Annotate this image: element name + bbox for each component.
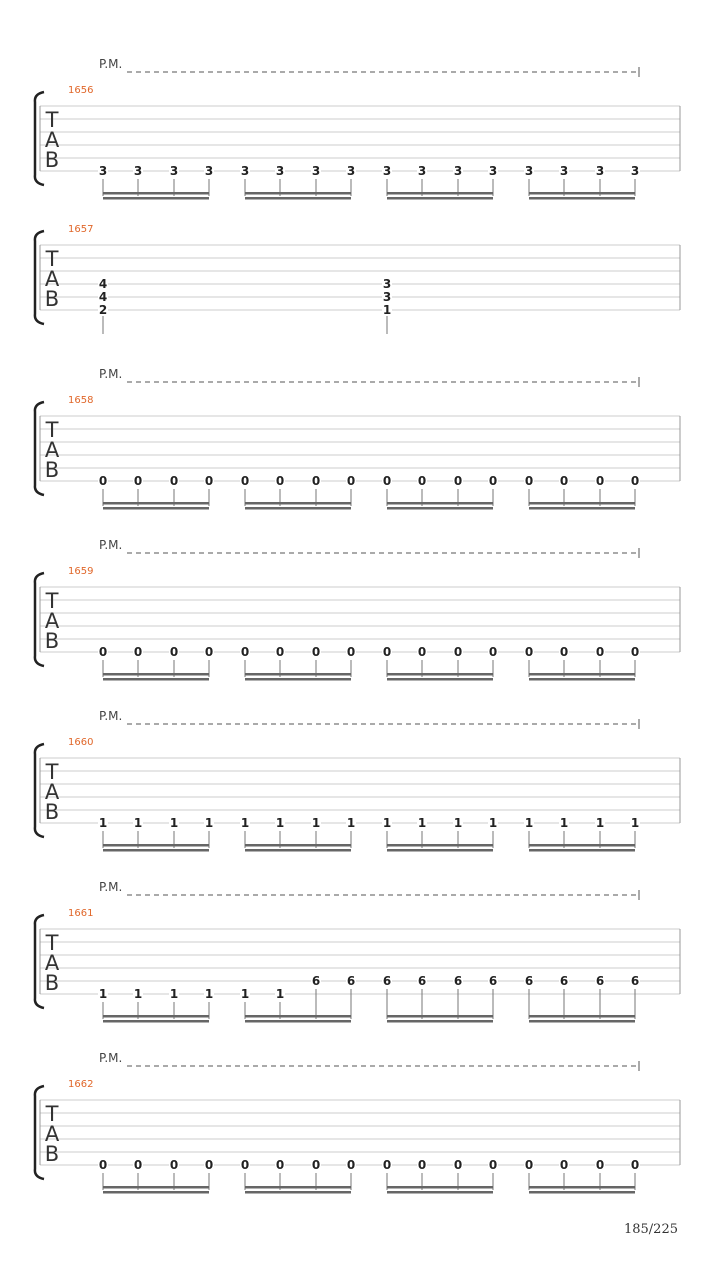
fret-number: 6 <box>559 974 569 988</box>
fret-number: 0 <box>559 474 569 488</box>
tab-clef-letter: B <box>44 287 60 311</box>
beam <box>245 1020 351 1023</box>
fret-number: 0 <box>382 1158 392 1172</box>
beam <box>103 844 209 847</box>
fret-number: 0 <box>595 1158 605 1172</box>
beam <box>103 507 209 510</box>
palm-mute-label: P.M. <box>99 709 123 723</box>
fret-number: 0 <box>488 645 498 659</box>
fret-number: 0 <box>524 474 534 488</box>
beam <box>103 1015 209 1018</box>
fret-number: 0 <box>240 474 250 488</box>
fret-number: 6 <box>311 974 321 988</box>
measure-number: 1658 <box>68 395 94 406</box>
fret-number: 0 <box>169 645 179 659</box>
fret-number: 3 <box>453 164 463 178</box>
beam <box>387 844 493 847</box>
beam <box>387 1186 493 1189</box>
beam <box>103 678 209 681</box>
beam <box>529 1020 635 1023</box>
beam <box>103 1186 209 1189</box>
fret-number: 1 <box>169 987 179 1001</box>
fret-number: 1 <box>133 816 143 830</box>
beam <box>529 1015 635 1018</box>
fret-number: 0 <box>453 645 463 659</box>
palm-mute-label: P.M. <box>99 57 123 71</box>
beam <box>529 1186 635 1189</box>
fret-number: 4 <box>98 290 108 304</box>
tab-clef <box>45 1102 60 1166</box>
tab-clef <box>45 589 60 653</box>
tab-clef-letter: B <box>44 148 60 172</box>
fret-number: 3 <box>595 164 605 178</box>
fret-number: 0 <box>453 1158 463 1172</box>
tab-system <box>35 224 680 334</box>
fret-number: 0 <box>169 1158 179 1172</box>
fret-number: 0 <box>133 645 143 659</box>
fret-number: 0 <box>630 1158 640 1172</box>
fret-number: 6 <box>417 974 427 988</box>
fret-number: 0 <box>346 645 356 659</box>
tab-system <box>35 538 680 681</box>
beam <box>245 1191 351 1194</box>
fret-number: 0 <box>133 474 143 488</box>
fret-number: 1 <box>524 816 534 830</box>
tab-clef-letter: B <box>44 800 60 824</box>
beam <box>529 849 635 852</box>
beam <box>103 502 209 505</box>
fret-number: 3 <box>240 164 250 178</box>
beam <box>529 502 635 505</box>
tab-clef-letter: A <box>44 1122 60 1146</box>
fret-number: 1 <box>346 816 356 830</box>
beam <box>387 507 493 510</box>
fret-number: 0 <box>595 474 605 488</box>
measure-number: 1656 <box>68 85 94 96</box>
fret-number: 0 <box>204 645 214 659</box>
fret-number: 0 <box>275 474 285 488</box>
fret-number: 6 <box>382 974 392 988</box>
fret-number: 0 <box>382 645 392 659</box>
measure-number: 1659 <box>68 566 94 577</box>
fret-number: 0 <box>559 1158 569 1172</box>
fret-number: 0 <box>559 645 569 659</box>
tab-clef-letter: B <box>44 1142 60 1166</box>
fret-number: 1 <box>169 816 179 830</box>
fret-number: 0 <box>453 474 463 488</box>
beam <box>529 1191 635 1194</box>
fret-number: 1 <box>382 816 392 830</box>
tab-clef-letter: A <box>44 128 60 152</box>
fret-number: 1 <box>595 816 605 830</box>
fret-number: 0 <box>98 1158 108 1172</box>
fret-number: 1 <box>204 816 214 830</box>
tab-clef <box>45 931 60 995</box>
tab-system <box>35 57 680 200</box>
beam <box>245 507 351 510</box>
tab-clef <box>45 247 60 311</box>
fret-number: 0 <box>311 474 321 488</box>
fret-number: 0 <box>240 1158 250 1172</box>
fret-number: 1 <box>204 987 214 1001</box>
beam <box>245 678 351 681</box>
beam <box>529 673 635 676</box>
tab-clef-letter: B <box>44 971 60 995</box>
fret-number: 0 <box>133 1158 143 1172</box>
fret-number: 3 <box>382 164 392 178</box>
fret-number: 6 <box>346 974 356 988</box>
beam <box>245 192 351 195</box>
palm-mute-label: P.M. <box>99 538 123 552</box>
fret-number: 3 <box>630 164 640 178</box>
tab-clef-letter: A <box>44 438 60 462</box>
fret-number: 0 <box>488 1158 498 1172</box>
fret-number: 0 <box>98 645 108 659</box>
fret-number: 3 <box>204 164 214 178</box>
tab-clef-letter: T <box>45 108 59 132</box>
fret-number: 1 <box>240 816 250 830</box>
fret-number: 6 <box>595 974 605 988</box>
beam <box>245 849 351 852</box>
beam <box>103 849 209 852</box>
tab-system <box>35 367 680 510</box>
tab-clef-letter: T <box>45 760 59 784</box>
fret-number: 0 <box>630 645 640 659</box>
beam <box>245 502 351 505</box>
beam <box>103 192 209 195</box>
fret-number: 3 <box>133 164 143 178</box>
beam <box>387 197 493 200</box>
tab-clef-letter: B <box>44 629 60 653</box>
beam <box>529 197 635 200</box>
tab-clef-letter: T <box>45 418 59 442</box>
beam <box>387 1191 493 1194</box>
beam <box>103 673 209 676</box>
beam <box>387 673 493 676</box>
tab-system <box>35 1051 680 1194</box>
fret-number: 0 <box>417 1158 427 1172</box>
fret-number: 0 <box>275 645 285 659</box>
fret-number: 6 <box>630 974 640 988</box>
tab-system <box>35 880 680 1023</box>
fret-number: 0 <box>488 474 498 488</box>
fret-number: 0 <box>311 645 321 659</box>
beam <box>529 192 635 195</box>
palm-mute-label: P.M. <box>99 880 123 894</box>
beam <box>103 1020 209 1023</box>
beam <box>529 844 635 847</box>
fret-number: 0 <box>98 474 108 488</box>
fret-number: 0 <box>417 645 427 659</box>
beam <box>103 197 209 200</box>
measure-number: 1657 <box>68 224 94 235</box>
beam <box>529 678 635 681</box>
fret-number: 0 <box>524 1158 534 1172</box>
tab-clef <box>45 108 60 172</box>
fret-number: 0 <box>417 474 427 488</box>
fret-number: 6 <box>453 974 463 988</box>
fret-number: 0 <box>524 645 534 659</box>
fret-number: 1 <box>98 816 108 830</box>
tab-clef-letter: A <box>44 780 60 804</box>
tab-system <box>35 709 680 852</box>
fret-number: 4 <box>98 277 108 291</box>
tab-clef-letter: T <box>45 247 59 271</box>
fret-number: 1 <box>133 987 143 1001</box>
fret-number: 3 <box>382 277 392 291</box>
tab-clef-letter: T <box>45 931 59 955</box>
fret-number: 0 <box>630 474 640 488</box>
measure-number: 1662 <box>68 1079 94 1090</box>
fret-number: 0 <box>169 474 179 488</box>
beam <box>245 673 351 676</box>
beam <box>387 678 493 681</box>
fret-number: 0 <box>204 1158 214 1172</box>
tab-clef-letter: A <box>44 267 60 291</box>
fret-number: 0 <box>346 1158 356 1172</box>
fret-number: 1 <box>275 987 285 1001</box>
palm-mute-label: P.M. <box>99 367 123 381</box>
measure-number: 1660 <box>68 737 94 748</box>
fret-number: 3 <box>169 164 179 178</box>
palm-mute-label: P.M. <box>99 1051 123 1065</box>
fret-number: 3 <box>275 164 285 178</box>
fret-number: 0 <box>346 474 356 488</box>
fret-number: 0 <box>275 1158 285 1172</box>
fret-number: 0 <box>204 474 214 488</box>
beam <box>103 1191 209 1194</box>
fret-number: 1 <box>417 816 427 830</box>
page-number: 185/225 <box>623 1222 678 1237</box>
fret-number: 0 <box>240 645 250 659</box>
fret-number: 3 <box>488 164 498 178</box>
fret-number: 1 <box>98 987 108 1001</box>
beam <box>387 192 493 195</box>
fret-number: 3 <box>524 164 534 178</box>
fret-number: 3 <box>382 290 392 304</box>
beam <box>387 502 493 505</box>
fret-number: 0 <box>382 474 392 488</box>
fret-number: 1 <box>311 816 321 830</box>
fret-number: 1 <box>240 987 250 1001</box>
beam <box>387 849 493 852</box>
fret-number: 2 <box>98 303 108 317</box>
tab-clef-letter: B <box>44 458 60 482</box>
fret-number: 3 <box>98 164 108 178</box>
fret-number: 1 <box>488 816 498 830</box>
fret-number: 3 <box>417 164 427 178</box>
fret-number: 0 <box>595 645 605 659</box>
beam <box>245 1015 351 1018</box>
beam <box>387 1020 493 1023</box>
fret-number: 1 <box>275 816 285 830</box>
fret-number: 3 <box>311 164 321 178</box>
tab-clef-letter: T <box>45 589 59 613</box>
fret-number: 1 <box>382 303 392 317</box>
beam <box>387 1015 493 1018</box>
measure-number: 1661 <box>68 908 94 919</box>
fret-number: 1 <box>630 816 640 830</box>
tab-clef-letter: A <box>44 951 60 975</box>
fret-number: 3 <box>346 164 356 178</box>
tab-clef-letter: A <box>44 609 60 633</box>
fret-number: 6 <box>524 974 534 988</box>
tab-clef <box>45 760 60 824</box>
beam <box>245 197 351 200</box>
fret-number: 1 <box>453 816 463 830</box>
beam <box>245 1186 351 1189</box>
beam <box>245 844 351 847</box>
tab-clef-letter: T <box>45 1102 59 1126</box>
beam <box>529 507 635 510</box>
fret-number: 0 <box>311 1158 321 1172</box>
fret-number: 3 <box>559 164 569 178</box>
fret-number: 1 <box>559 816 569 830</box>
tab-clef <box>45 418 60 482</box>
fret-number: 6 <box>488 974 498 988</box>
